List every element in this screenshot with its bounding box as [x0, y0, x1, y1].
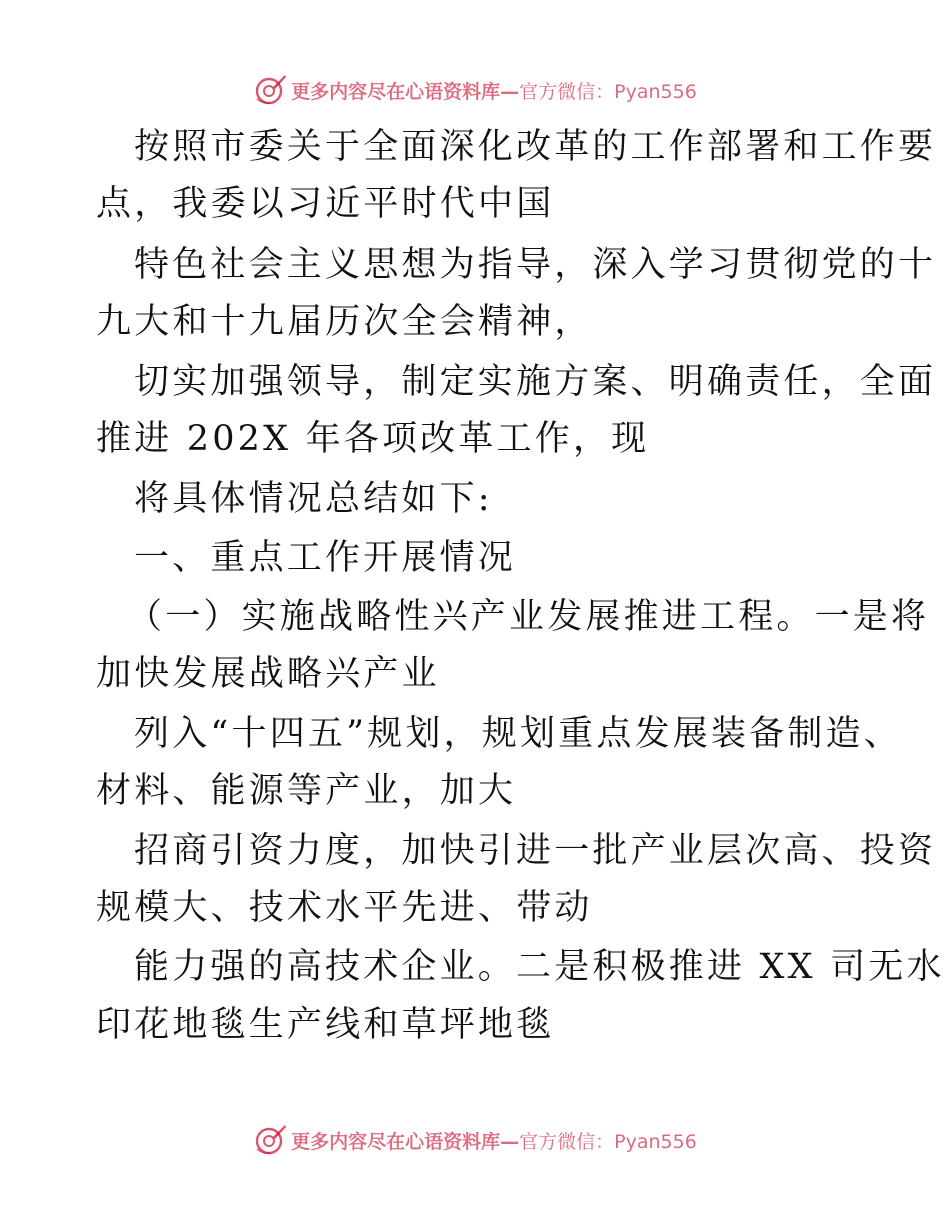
body-line: 推进 202X 年各项改革工作，现: [96, 419, 650, 459]
body-line: 规模大、技术水平先进、带动: [96, 888, 593, 928]
body-line: 将具体情况总结如下:: [134, 479, 493, 519]
body-line: 加快发展战略兴产业: [96, 654, 440, 694]
body-line: 能力强的高技术企业。二是积极推进 XX 司无水: [134, 947, 945, 987]
body-line: 招商引资力度，加快引进一批产业层次高、投资: [134, 831, 937, 871]
watermark-text: 更多内容尽在心语资料库—: [291, 80, 520, 103]
body-line: 材料、能源等产业，加大: [96, 771, 517, 811]
red-pen-circle-icon: [253, 1123, 287, 1157]
body-line: 按照市委关于全面深化改革的工作部署和工作要: [134, 127, 937, 167]
body-line: 特色社会主义思想为指导，深入学习贯彻党的十: [134, 245, 937, 285]
header-watermark: [0, 70, 950, 110]
body-line: 点，我委以习近平时代中国: [96, 184, 555, 224]
body-line: 列入“十四五”规划，规划重点发展装备制造、: [134, 714, 902, 754]
watermark-handle: 官方微信：Pyan556: [519, 80, 697, 103]
footer-watermark: [0, 1120, 950, 1160]
body-line: 九大和十九届历次全会精神，: [96, 302, 593, 342]
body-line: 切实加强领导，制定实施方案、明确责任，全面: [134, 362, 937, 402]
red-pen-circle-icon: [253, 73, 287, 107]
watermark-handle: 官方微信：Pyan556: [519, 1130, 697, 1153]
section-heading: 一、重点工作开展情况: [134, 538, 517, 578]
body-line: 印花地毯生产线和草坪地毯: [96, 1005, 555, 1045]
subsection-line: （一）实施战略性兴产业发展推进工程。一是将: [127, 597, 930, 637]
watermark-text: 更多内容尽在心语资料库—: [291, 1130, 520, 1153]
